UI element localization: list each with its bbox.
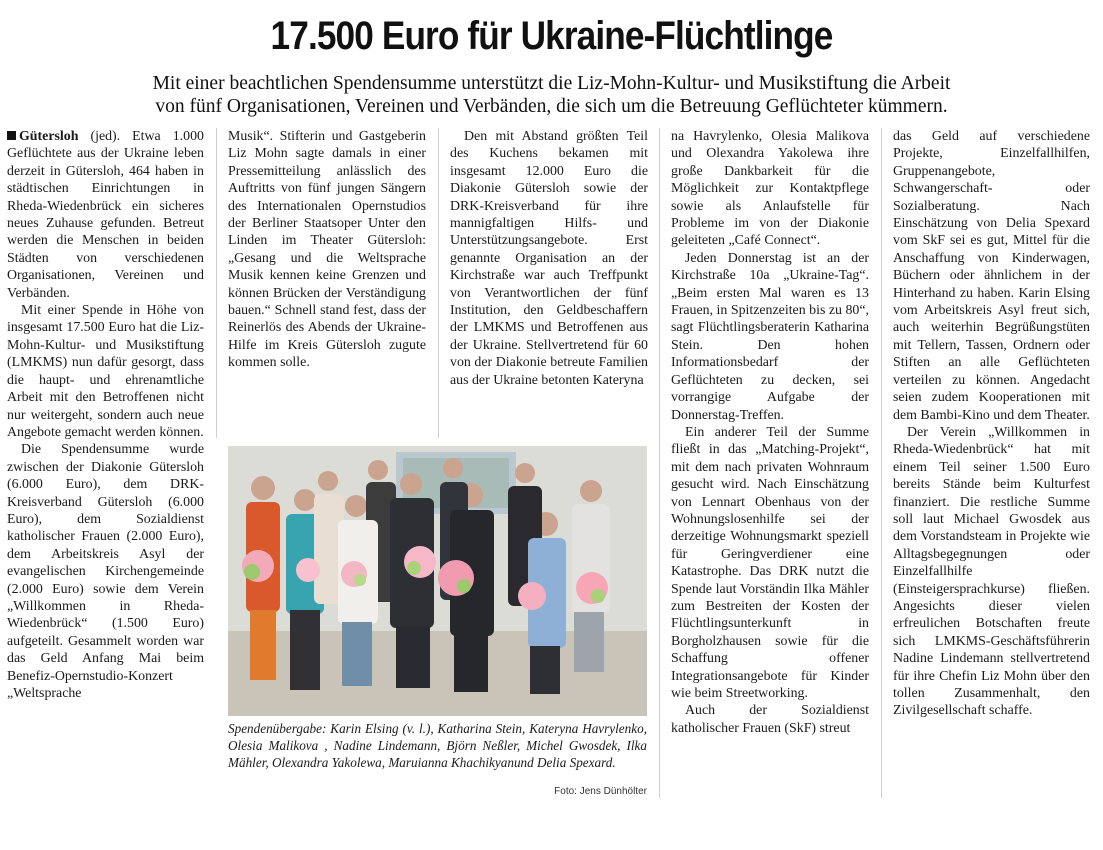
paragraph: Mit einer Spende in Höhe von insgesamt 17.500 Euro hat die Liz-Mohn-Kultur- und Musikstiftung (LMKMS) nun dafür gesorgt, dass die haupt- und ehrenamtliche Arbeit mit den Betroffenen nicht nur weitergeht, sondern auch neue Angebote gemacht werden können.	[7, 303, 204, 440]
lead-paragraph	[7, 128, 204, 302]
article-column-2	[228, 128, 426, 372]
article-column-3	[450, 128, 648, 389]
paragraph-text: (jed). Etwa 1.000 Geflüchtete aus der Ukraine leben derzeit in Gütersloh, 464 haben in städtischen Einrichtungen in Rheda-Wiedenbrück ein sicheres neues Zuhause gefunden. Betreut werden die Menschen in beiden Städten von verschiedenen Organisationen, Vereinen und Verbänden.	[7, 129, 204, 301]
article-column-4	[671, 128, 869, 737]
dateline: Gütersloh	[19, 129, 79, 144]
group-photo-illustration	[228, 446, 647, 716]
paragraph: na Havrylenko, Olesia Malikova und Olexandra Yakolewa ihre große Dankbarkeit für die Möglichkeit zur Kontaktpflege sowie als Anlaufstelle für Probleme im von der Diakonie geleiteten „Café Connect“.	[671, 129, 869, 249]
headline: 17.500 Euro für Ukraine-Flüchtlinge	[270, 14, 833, 58]
paragraph: Jeden Donnerstag ist an der Kirchstraße 10a „Ukraine-Tag“. „Beim ersten Mal waren es 13 Frauen, in Spitzenzeiten bis zu 80“, sagt Flüchtlingsberaterin Katharina Stein. Den hohen Informationsbedarf der Geflüchteten zu decken, sei vorrangige Aufgabe der Donnerstag-Treffen.	[671, 250, 869, 423]
paragraph: Der Verein „Willkommen in Rheda-Wiedenbrück“ hat mit einem Teil seiner 1.500 Euro bereits Stände beim Kulturfest finanziert. Die restliche Summe soll laut Michael Gwosdek aus dem Vorstandsteam in Projekte wie Alltagsbegegnungen oder Einzelfallhilfe (Einsteigersprachkurse) fließen. Angesichts dieser vielen erfreulichen Botschaften freute sich LMKMS-Geschäftsführerin Nadine Lindemann stellvertretend für ihre Chefin Liz Mohn über den tollen Zusammenhalt, den Zivilgesellschaft schaffe.	[893, 424, 1090, 719]
bullet-square-icon	[7, 131, 16, 140]
article-column-1	[7, 128, 204, 702]
column-divider	[659, 128, 660, 798]
column-divider	[881, 128, 882, 798]
column-divider	[216, 128, 217, 438]
subheadline-line-1: Mit einer beachtlichen Spendensumme unterstützt die Liz-Mohn-Kultur- und Musikstiftung die Arbeit	[152, 73, 951, 94]
subheadline-line-2: von fünf Organisationen, Vereinen und Verbänden, die sich um die Betreuung Geflüchteter kümmern.	[155, 96, 948, 117]
paragraph: Musik“. Stifterin und Gastgeberin Liz Mohn sagte damals in einer Pressemitteilung anlässlich des Auftritts von fünf jungen Sängern des Internationalen Opernstudios der Berliner Staatsoper Unter den Linden im Theater Gütersloh: „Gesang und die Weltsprache Musik kennen keine Grenzen und können Brücken der Verständigung bauen.“ Schnell stand fest, dass der Reinerlös des Abends der Ukraine-Hilfe im Kreis Gütersloh zugute kommen solle.	[228, 129, 426, 371]
article-column-5	[893, 128, 1090, 720]
paragraph: Die Spendensumme wurde zwischen der Diakonie Gütersloh (6.000 Euro), dem DRK-Kreisverband Gütersloh (6.000 Euro), dem Sozialdienst katholischer Frauen (2.000 Euro), dem Arbeitskreis Asyl der evangelischen Kirchengemeinde (2.000 Euro) sowie dem Verein „Willkommen in Rheda-Wiedenbrück“ (1.500 Euro) aufgeteilt. Gesammelt worden war das Geld Anfang Mai beim Benefiz-Opernstudio-Konzert „Weltsprache	[7, 442, 204, 701]
group-photo	[228, 446, 647, 716]
column-divider	[438, 128, 439, 438]
paragraph: Den mit Abstand größten Teil des Kuchens bekamen mit insgesamt 12.000 Euro die Diakonie Gütersloh sowie der DRK-Kreisverband für ihre mannigfaltigen Hilfs- und Unterstützungsangebote. Erst genannte Organisation an der Kirchstraße war auch Treffpunkt von Verantwortlichen der fünf Institution, den Geldbeschaffern der LMKMS und Betroffenen aus der Ukraine. Stellvertretend für 60 von der Diakonie betreute Familien aus der Ukraine betonten Kateryna	[450, 129, 648, 388]
paragraph: Auch der Sozialdienst katholischer Frauen (SkF) streut	[671, 703, 869, 736]
paragraph: das Geld auf verschiedene Projekte, Einzelfallhilfen, Gruppenangebote, Schwangerschaft- oder Sozialberatung. Nach Einschätzung von Delia Spexard vom SkF sei es gut, Mittel für die Anschaffung von Kinderwagen, Büchern oder ähnlichem in der Hinterhand zu haben. Karin Elsing vom Arbeitskreis Asyl freut sich, auch weiterhin Begrüßungstüten mit Tellern, Tassen, Ordnern oder Stiften an alle Geflüchteten verteilen zu können. Angedacht seien zudem Kooperationen mit dem Bambi-Kino und dem Theater.	[893, 129, 1090, 423]
photo-caption: Spendenübergabe: Karin Elsing (v. l.), Katharina Stein, Kateryna Havrylenko, Olesia Malikova , Nadine Lindemann, Björn Neßler, Michel Gwosdek, Ilka Mähler, Olexandra Yakolewa, Maruianna Khachikyanund Delia Spexard.	[228, 721, 647, 771]
photo-credit: Foto: Jens Dünhölter	[554, 786, 647, 797]
paragraph: Ein anderer Teil der Summe fließt in das „Matching-Projekt“, mit dem nach privaten Wohnraum gesucht wird. Nach Einschätzung von Lennart Obenhaus von der Wohnungslosenhilfe sei der derzeitige Wohnungsmarkt speziell für Geringverdiener eine Katastrophe. Das DRK nutzt die Spende laut Vorständin Ilka Mähler zum Bestreiten der Kosten der Flüchtlingsunterkunft in Borgholzhausen sowie für die Schaffung offener Integrationsangebote für Kinder wie beim Streetworking.	[671, 424, 869, 701]
subheadline	[40, 72, 1063, 118]
